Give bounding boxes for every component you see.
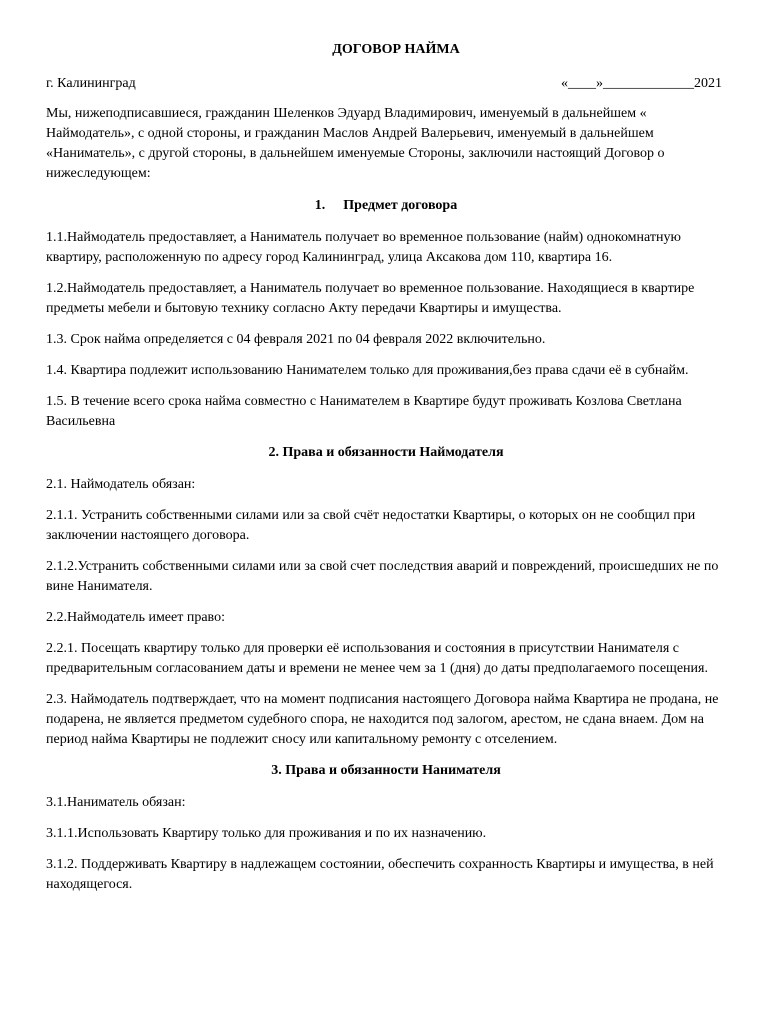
- clause-2-2: 2.2.Наймодатель имеет право:: [46, 610, 225, 625]
- section-2-heading: 2. Права и обязанности Наймодателя: [268, 445, 504, 460]
- clause-3-1: 3.1.Наниматель обязан:: [46, 795, 186, 810]
- contract-document: [46, 40, 726, 906]
- clause-1-3: 1.3. Срок найма определяется с 04 февраля 2021 по 04 февраля 2022 включительно.: [46, 332, 546, 347]
- section-1-title: Предмет договора: [343, 198, 458, 213]
- city-date-line: [46, 74, 726, 94]
- clause-1-1: 1.1.Наймодатель предоставляет, а Наниматель получает во временное пользование (найм) однокомнатную квартиру, расположенную по адресу город Калининград, улица Аксакова дом 110, квартира 16.: [46, 230, 681, 265]
- city: г. Калининград: [46, 76, 136, 91]
- document-title: ДОГОВОР НАЙМА: [332, 42, 460, 57]
- contract-date: «____»_____________2021: [561, 76, 722, 91]
- section-1-number: 1.: [314, 198, 326, 213]
- clause-3-1-1: 3.1.1.Использовать Квартиру только для проживания и по их назначению.: [46, 826, 487, 841]
- clause-2-1-2: 2.1.2.Устранить собственными силами или за свой счет последствия аварий и повреждений, происшедших не по вине Нанимателя.: [46, 559, 719, 594]
- clause-2-2-1: 2.2.1. Посещать квартиру только для проверки её использования и состояния в присутствии Нанимателя с предварительным согласованием даты и времени не менее чем за 1 (дня) до даты предполагаемого посещения.: [46, 641, 708, 676]
- section-1-heading: [46, 196, 726, 216]
- clause-2-1: 2.1. Наймодатель обязан:: [46, 477, 196, 492]
- clause-1-4: 1.4. Квартира подлежит использованию Нанимателем только для проживания,без права сдачи её в субнайм.: [46, 363, 689, 378]
- section-3-heading: 3. Права и обязанности Нанимателя: [271, 763, 501, 778]
- clause-1-2: 1.2.Наймодатель предоставляет, а Наниматель получает во временное пользование. Находящиеся в квартире предметы мебели и бытовую технику согласно Акту передачи Квартиры и имущества.: [46, 281, 695, 316]
- clause-1-5: 1.5. В течение всего срока найма совместно с Нанимателем в Квартире будут проживать Козлова Светлана Васильевна: [46, 394, 682, 429]
- intro-paragraph: Мы, нижеподписавшиеся, гражданин Шеленков Эдуард Владимирович, именуемый в дальнейшем « Наймодатель», с одной стороны, и гражданин Маслов Андрей Валерьевич, именуемый в дальнейшем «Наниматель», с другой стороны, в дальнейшем именуемые Стороны, заключили настоящий Договор о нижеследующем:: [46, 106, 665, 181]
- clause-3-1-2: 3.1.2. Поддерживать Квартиру в надлежащем состоянии, обеспечить сохранность Квартиры и имущества, в ней находящегося.: [46, 857, 714, 892]
- clause-2-1-1: 2.1.1. Устранить собственными силами или за свой счёт недостатки Квартиры, о которых он не сообщил при заключении настоящего договора.: [46, 508, 696, 543]
- clause-2-3: 2.3. Наймодатель подтверждает, что на момент подписания настоящего Договора найма Квартира не продана, не подарена, не является предметом судебного спора, не находится под залогом, арестом, не сдана внаем. Дом на период найма Квартиры не подлежит сносу или капитальному ремонту с отселением.: [46, 692, 719, 747]
